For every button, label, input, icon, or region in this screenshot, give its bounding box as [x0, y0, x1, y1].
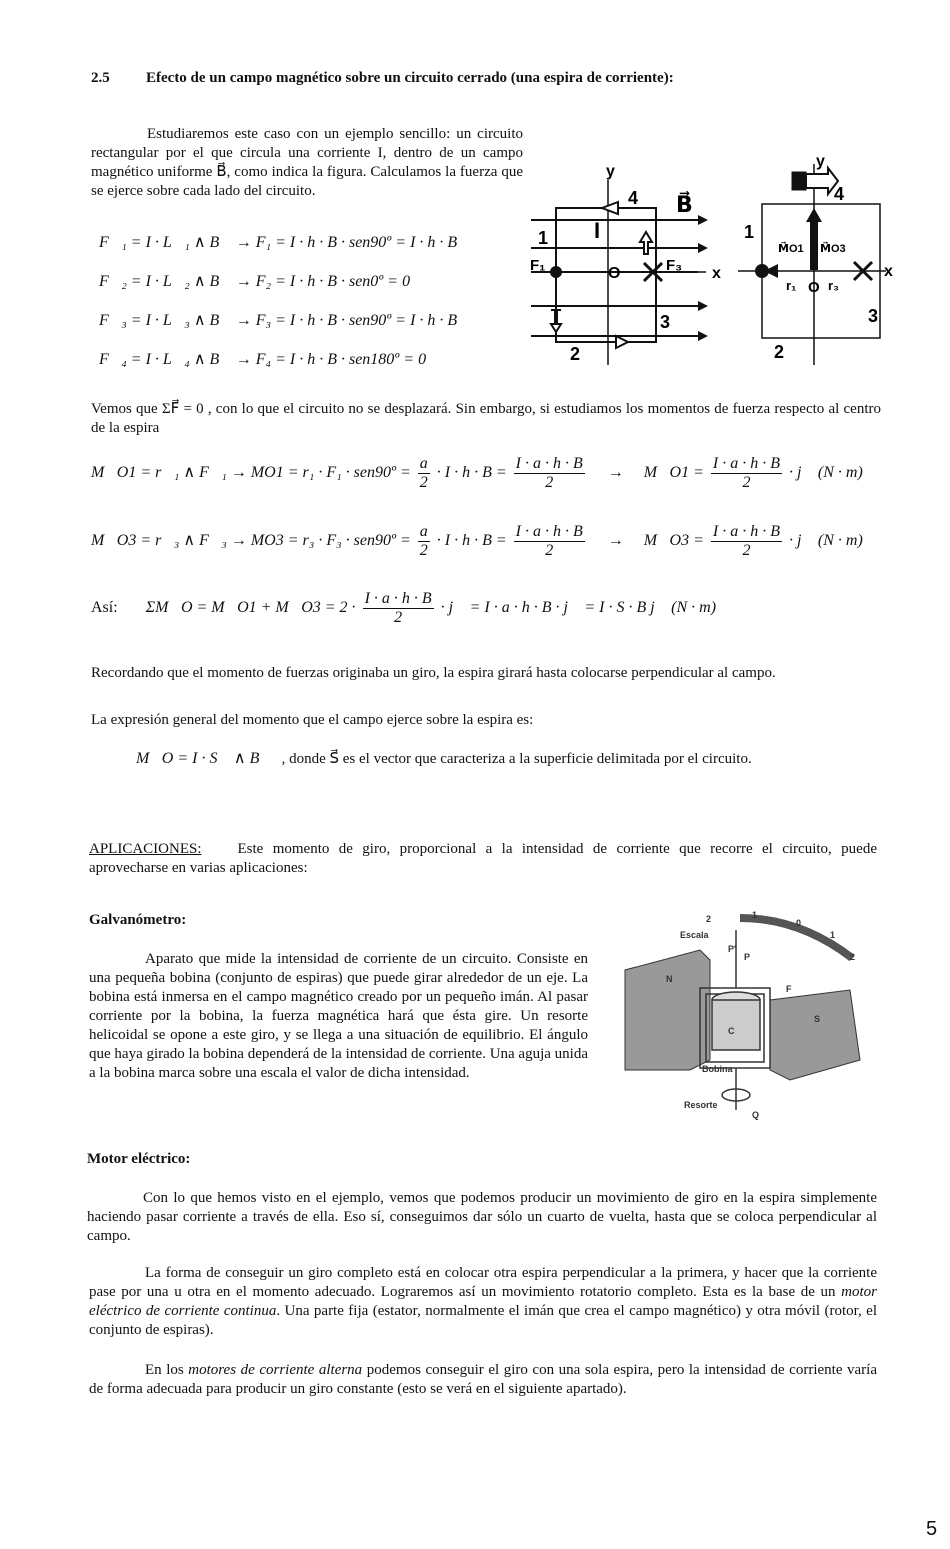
aplicaciones-paragraph: APLICACIONES: Este momento de giro, proporcional a la intensidad de corriente que recorre el circuito, puede aprovecharse en varias aplicaciones: [89, 841, 877, 876]
fig1-B-label: B⃗ [676, 192, 693, 217]
section-title: Efecto de un campo magnético sobre un circuito cerrado (una espira de corriente): [146, 70, 674, 86]
galv-P-label: P [744, 952, 751, 962]
total-moment-eq: Así: ΣM⃗O = M⃗O1 + M⃗O3 = 2 · $\frac{I \cdot a \cdot h \cdot B}{2}$ · j⃗ = I · a · h · B · j⃗ = I · S · B j⃗ (N · m) [91, 590, 717, 626]
galv-N-label: N [666, 974, 673, 984]
figure-loop-moments [738, 150, 900, 370]
galvanometer-figure [620, 910, 870, 1120]
galv-Pprime-label: P' [728, 944, 737, 954]
galv-C-label: C [728, 1026, 735, 1036]
page-number: 5 [926, 1518, 938, 1540]
galv-tick-3: 1 [830, 930, 836, 940]
general-expression: M⃗O = I · S⃗ ∧ B⃗ , donde S⃗ es el vector que caracteriza a la superficie delimitada por el circuito. [136, 750, 752, 767]
galv-resorte-label: Resorte [684, 1100, 718, 1110]
galvanometro-title: Galvanómetro: [89, 912, 187, 928]
galv-bobina-label: Bobina [702, 1064, 733, 1074]
fig2-y-label: y [816, 153, 825, 170]
fig2-label-2: 2 [774, 342, 785, 362]
section-number: 2.5 [91, 70, 110, 86]
force-eq-3: F⃗₃ = I · L⃗₃ ∧ B⃗ → F₃ = I · h · B · sen90º = I · h · B [99, 312, 458, 329]
fig1-label-4: 4 [628, 188, 639, 208]
fig2-label-1: 1 [744, 222, 755, 242]
galv-S-label: S [814, 1014, 821, 1024]
galv-tick-4: 2 [850, 952, 856, 962]
fig1-label-1: 1 [538, 228, 549, 248]
fig2-label-4: 4 [834, 184, 845, 204]
fig1-F1-label: F₁ [530, 257, 546, 274]
motor-paragraph-3: En los motores de corriente alterna podemos conseguir el giro con una sola espira, pero la intensidad de corriente varía de forma adecuada para producir un giro constante (esto se verá en el siguiente apartado). [89, 1362, 878, 1397]
fig1-x-label: x [712, 265, 721, 282]
fig2-MO3-label: M⃗O3 [820, 243, 846, 255]
fig1-label-2: 2 [570, 344, 581, 364]
fig1-label-3: 3 [660, 312, 671, 332]
fig2-x-label: x [884, 263, 893, 280]
recordando-paragraph: Recordando que el momento de fuerzas originaba un giro, la espira girará hasta colocarse perpendicular al campo. [91, 665, 776, 681]
fig2-r1-label: r₁ [786, 278, 797, 293]
fig2-O-label: O [808, 279, 820, 296]
loop-rectangle [556, 208, 656, 342]
moment-o1-eq: M⃗O1 = r⃗₁ ∧ F⃗₁ → MO1 = r₁ · F₁ · sen90º = $\frac{a}{2}$ · I · h · B = $\frac{I \cdot a \cdot h \cdot B}{2}$ → M⃗O1 = $\frac{I \cdot a \cdot h \cdot B}{2}$ · j⃗ (N · m) [91, 455, 863, 491]
fig1-F3-label: F₃ [666, 257, 683, 274]
fig1-I-label: I [594, 218, 601, 243]
motor-title: Motor eléctrico: [87, 1151, 191, 1167]
figure-loop-forces [526, 160, 731, 370]
moment-o3-eq: M⃗O3 = r⃗₃ ∧ F⃗₃ → MO3 = r₃ · F₃ · sen90º = $\frac{a}{2}$ · I · h · B = $\frac{I \cdot a \cdot h \cdot B}{2}$ → M⃗O3 = $\frac{I \cdot a \cdot h \cdot B}{2}$ · j⃗ (N · m) [91, 523, 863, 559]
galvanometro-paragraph: Aparato que mide la intensidad de corriente de un circuito. Consiste en una pequeña bobina (conjunto de espiras) que puede girar alrededor de un eje. La bobina está inmersa en el campo magnético creado por un pequeño imán. Al pasar corriente por la bobina, la fuerza magnética hará que ésta gire. Un resorte helicoidal se opone a este giro, y se llega a una situación de equilibrio. El ángulo que haya girado la bobina dependerá de la intensidad de corriente. Una aguja unida a la bobina marca sobre una escala el valor de dicha intensidad. [89, 951, 588, 1081]
galv-tick-2: 0 [796, 918, 802, 928]
intro-paragraph: Estudiaremos este caso con un ejemplo sencillo: un circuito rectangular por el que circula una corriente I, dentro de un campo magnético uniforme B⃗, como indica la figura. Calculamos la fuerza que se ejerce sobre cada lado del circuito. [91, 126, 523, 199]
force-eq-2: F⃗₂ = I · L⃗₂ ∧ B⃗ → F₂ = I · h · B · sen0º = 0 [99, 273, 411, 290]
galv-escala-label: Escala [680, 930, 709, 940]
fig2-r3-label: r₃ [828, 278, 840, 293]
galv-tick-0: 2 [706, 914, 712, 924]
vemos-paragraph: Vemos que ΣF⃗ = 0 , con lo que el circuito no se desplazará. Sin embargo, si estudiamos los momentos de fuerza respecto al centro de la espira [91, 401, 881, 436]
motor-paragraph-1: Con lo que hemos visto en el ejemplo, vemos que podemos producir un movimiento de giro en la espira simplemente haciendo pasar corriente a través de ella. Eso sí, conseguimos dar sólo un cuarto de vuelta, hasta que se coloca perpendicular al campo. [87, 1190, 877, 1244]
galv-F-label: F [786, 984, 792, 994]
general-expression-intro: La expresión general del momento que el campo ejerce sobre la espira es: [91, 712, 534, 728]
force-eq-4: F⃗₄ = I · L⃗₄ ∧ B⃗ → F₄ = I · h · B · sen180º = 0 [99, 351, 427, 368]
fig2-label-3: 3 [868, 306, 879, 326]
fig1-O-label: O [608, 265, 621, 282]
motor-paragraph-2: La forma de conseguir un giro completo está en colocar otra espira perpendicular a la primera, y hacer que la corriente pase por una u otra en el momento adecuado. Lograremos así un movimiento rotatorio completo. Esta es la base de un motor eléctrico de corriente continua. Una parte fija (estator, normalmente el imán que crea el campo magnético) y otra móvil (rotor, el conjunto de espiras). [89, 1265, 877, 1338]
galv-tick-1: 1 [752, 910, 758, 920]
galv-Q-label: Q [752, 1110, 760, 1120]
force-eq-1: F⃗₁ = I · L⃗₁ ∧ B⃗ → F₁ = I · h · B · sen90º = I · h · B [99, 234, 458, 251]
fig2-MO1-label: M⃗O1 [778, 243, 804, 255]
fig1-y-label: y [606, 163, 615, 180]
